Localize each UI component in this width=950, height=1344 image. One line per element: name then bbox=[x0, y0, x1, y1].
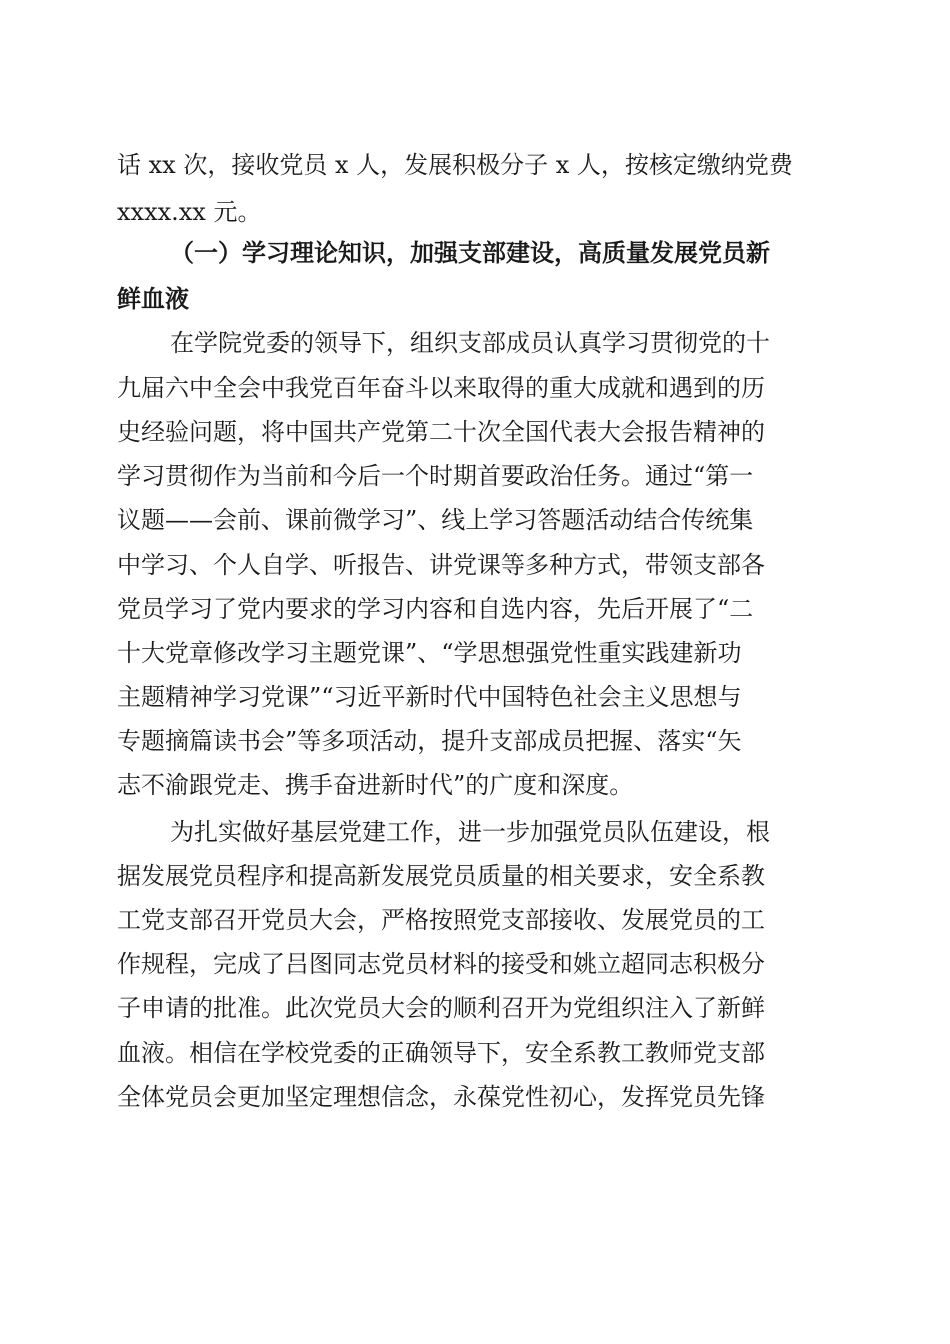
paragraph-text: 工党支部召开党员大会，严格按照党支部接收、发展党员的工 bbox=[117, 906, 765, 934]
paragraph-text: 党员学习了党内要求的学习内容和自选内容，先后开展了“二 bbox=[117, 595, 754, 623]
paragraph-text: 主题精神学习党课”“习近平新时代中国特色社会主义思想与 bbox=[117, 683, 742, 711]
paragraph-text: 作规程，完成了吕图同志党员材料的接受和姚立超同志积极分 bbox=[117, 950, 765, 978]
paragraph-text: 志不渝跟党走、携手奋进新时代”的广度和深度。 bbox=[117, 771, 634, 799]
paragraph-text: 专题摘篇读书会”等多项活动，提升支部成员把握、落实“矢 bbox=[117, 727, 742, 755]
paragraph-text: 议题——会前、课前微学习”、线上学习答题活动结合传统集 bbox=[117, 506, 754, 534]
paragraph-text: 据发展党员程序和提高新发展党员质量的相关要求，安全系教 bbox=[117, 862, 765, 890]
text-line-content: 话 xx 次，接收党员 x 人，发展积极分子 x 人，按核定缴纳党费 bbox=[117, 151, 793, 179]
paragraph-text: 九届六中全会中我党百年奋斗以来取得的重大成就和遇到的历 bbox=[117, 374, 765, 402]
paragraph-text: 全体党员会更加坚定理想信念，永葆党性初心，发挥党员先锋 bbox=[117, 1083, 765, 1111]
paragraph-text: 在学院党委的领导下，组织支部成员认真学习贯彻党的十 bbox=[170, 329, 770, 357]
section-heading-text: （一）学习理论知识，加强支部建设，高质量发展党员新 bbox=[170, 239, 770, 267]
paragraph-text: 为扎实做好基层党建工作，进一步加强党员队伍建设，根 bbox=[170, 818, 770, 846]
paragraph-text: 子申请的批准。此次党员大会的顺利召开为党组织注入了新鲜 bbox=[117, 994, 765, 1022]
paragraph-text: 史经验问题，将中国共产党第二十次全国代表大会报告精神的 bbox=[117, 418, 765, 446]
paragraph-text: 血液。相信在学校党委的正确领导下，安全系教工教师党支部 bbox=[117, 1039, 765, 1067]
text-line-content: xxxx.xx 元。 bbox=[117, 198, 262, 226]
paragraph-text: 中学习、个人自学、听报告、讲党课等多种方式，带领支部各 bbox=[117, 551, 765, 579]
paragraph-text: 学习贯彻作为当前和今后一个时期首要政治任务。通过“第一 bbox=[117, 462, 754, 490]
section-heading-text: 鲜血液 bbox=[117, 285, 189, 313]
paragraph-text: 十大党章修改学习主题党课”、“学思想强党性重实践建新功 bbox=[117, 639, 742, 667]
